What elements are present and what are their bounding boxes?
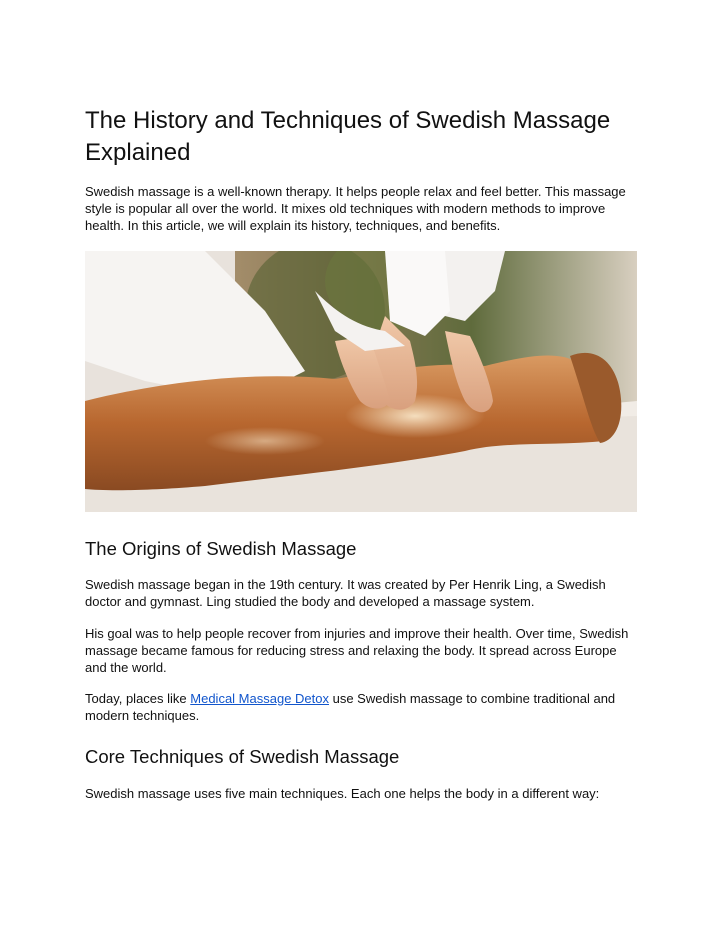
techniques-paragraph-1: Swedish massage uses five main techniques. Each one helps the body in a different way: (85, 786, 600, 801)
origins-heading: The Origins of Swedish Massage (85, 538, 357, 559)
massage-illustration (85, 251, 637, 512)
techniques-heading: Core Techniques of Swedish Massage (85, 746, 400, 767)
massage-photo (85, 251, 637, 512)
page-title: The History and Techniques of Swedish Massage Explained (85, 107, 611, 166)
origins-paragraph-3 (85, 690, 635, 724)
origins-paragraph-1: Swedish massage began in the 19th century. It was created by Per Henrik Ling, a Swedish doctor and gymnast. Ling studied the body and developed a massage system. (85, 577, 606, 609)
medical-massage-detox-link[interactable]: Medical Massage Detox (190, 691, 329, 706)
origins-p3-before: Today, places like (85, 691, 191, 706)
origins-paragraph-2: His goal was to help people recover from injuries and improve their health. Over time, Swedish massage became famous for reducing stress and relaxing the body. It spread across Europe and the world. (85, 626, 629, 675)
origins-p3-after: use Swedish massage to combine traditional and modern techniques. (85, 691, 616, 723)
intro-paragraph: Swedish massage is a well-known therapy. It helps people relax and feel better. This massage style is popular all over the world. It mixes old techniques with modern methods to improve health. In this article, we will explain its history, techniques, and benefits. (85, 184, 626, 233)
